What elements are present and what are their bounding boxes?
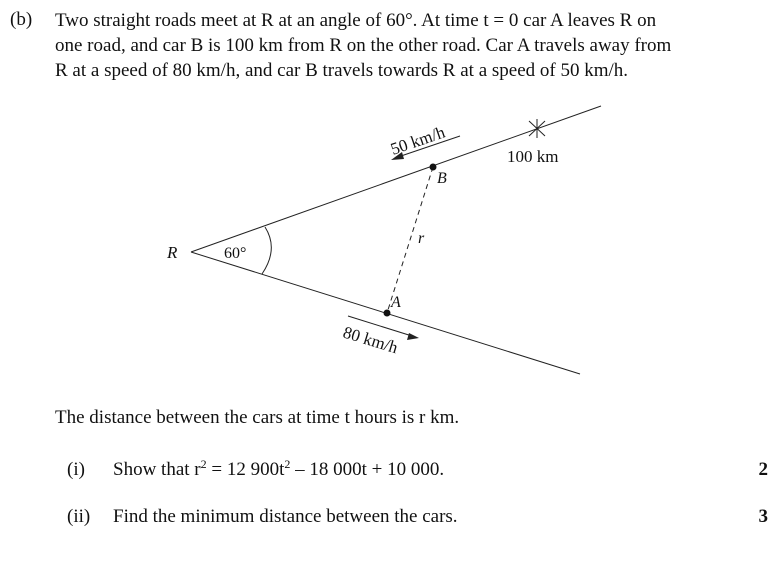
marks: 3	[758, 506, 768, 527]
intro-line-2: one road, and car B is 100 km from R on the other road. Car A travels away from	[55, 35, 672, 56]
angle-arc	[262, 227, 271, 274]
speed-a-label: 80 km/h	[340, 322, 401, 358]
exponent: 2	[200, 457, 207, 471]
subquestion-text	[113, 459, 444, 481]
intro-line-1: Two straight roads meet at R at an angle of 60°. At time t = 0 car A leaves R on	[55, 10, 657, 31]
marks: 2	[758, 459, 768, 480]
exponent: 2	[284, 457, 291, 471]
distance-label: 100 km	[507, 147, 559, 166]
point-b-label: B	[437, 170, 447, 187]
part-label: (b)	[10, 9, 33, 30]
vertex-label: R	[167, 243, 178, 262]
separation-line	[387, 167, 433, 313]
intro-line-3: R at a speed of 80 km/h, and car B travels towards R at a speed of 50 km/h.	[55, 60, 629, 81]
subquestion-number: (i)	[67, 459, 85, 480]
subquestion-text-prefix: Show that r	[113, 459, 201, 480]
separation-label: r	[418, 230, 425, 247]
subquestion-text-suffix: – 18 000t + 10 000.	[290, 459, 445, 480]
subquestion-text-mid: = 12 900t	[206, 459, 285, 480]
point-b	[430, 164, 437, 171]
angle-label: 60°	[224, 245, 247, 262]
distance-marker-icon	[529, 119, 545, 138]
point-a	[384, 310, 391, 317]
road-upper	[191, 106, 601, 252]
speed-b-label: 50 km/h	[388, 122, 448, 159]
point-a-label: A	[391, 294, 401, 311]
subquestion-text: Find the minimum distance between the cars.	[113, 506, 458, 527]
subquestion-number: (ii)	[67, 506, 91, 527]
statement: The distance between the cars at time t hours is r km.	[55, 407, 460, 428]
